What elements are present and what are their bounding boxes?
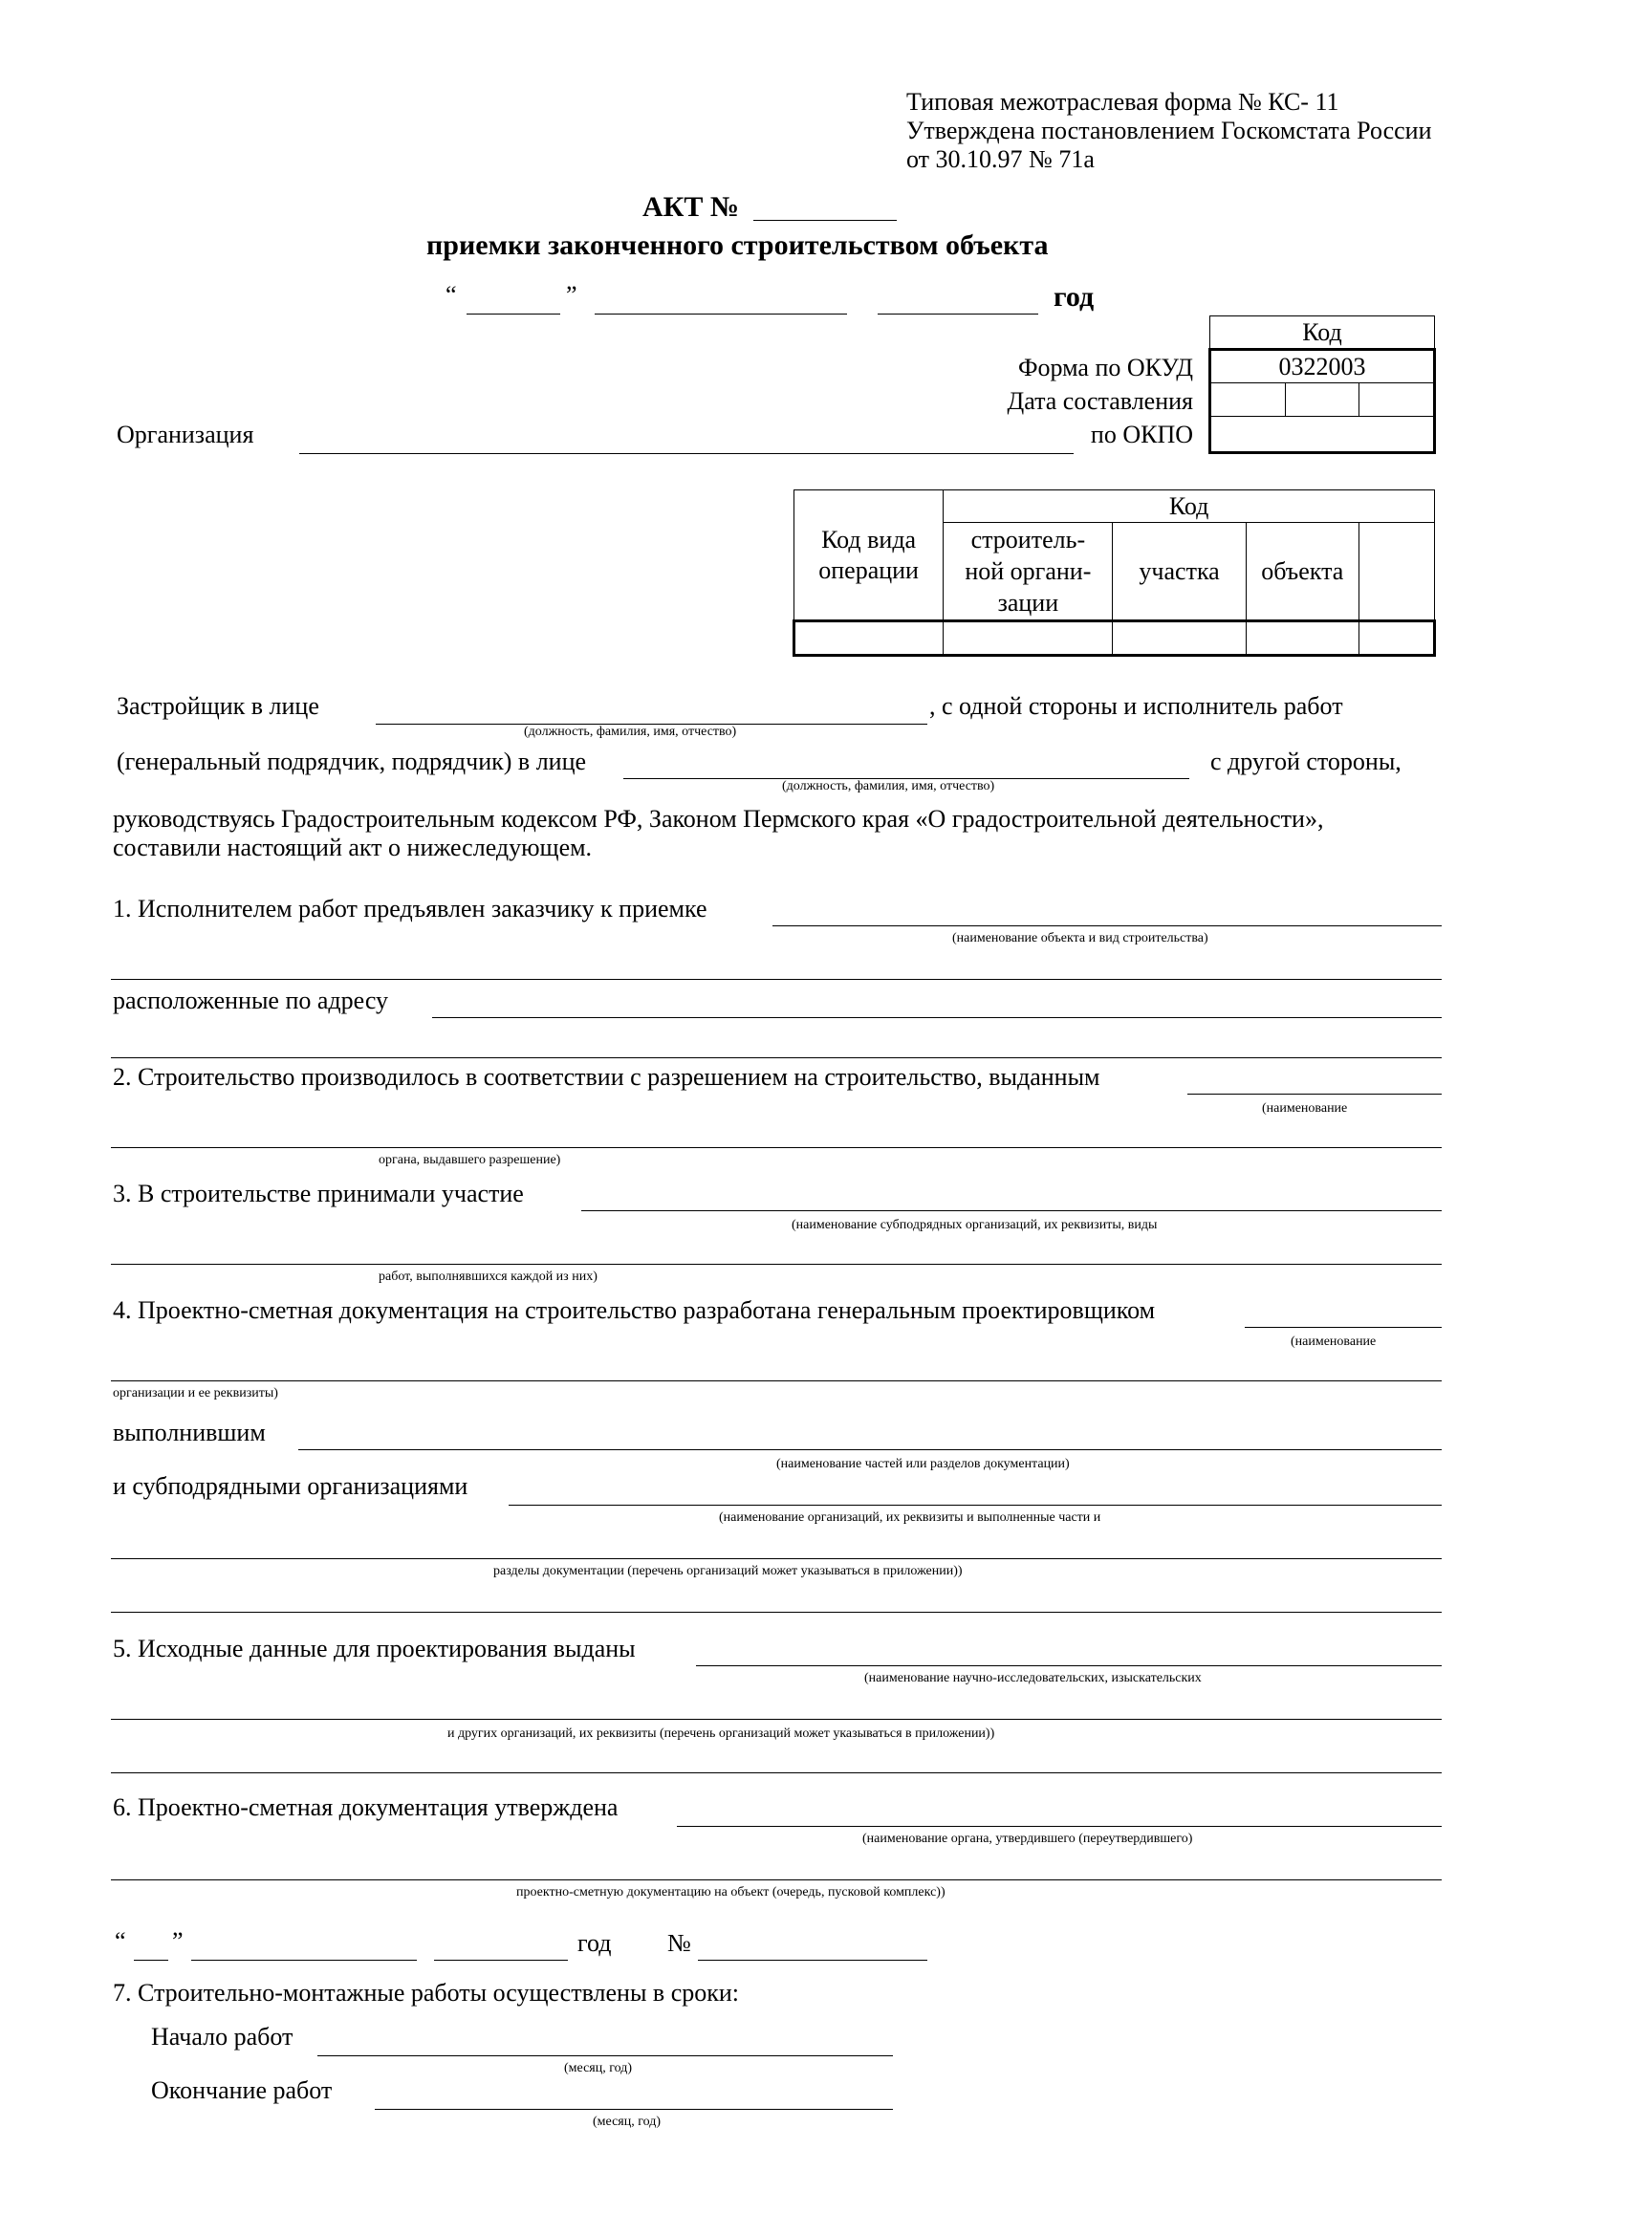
- site-header: участка: [1113, 523, 1246, 621]
- act-title: АКТ №: [642, 191, 740, 223]
- item5-label: 5. Исходные данные для проектирования выданы: [113, 1635, 636, 1662]
- address-label: расположенные по адресу: [113, 987, 389, 1014]
- object-cell[interactable]: [1246, 621, 1359, 656]
- item2-field[interactable]: [1187, 1094, 1442, 1095]
- approval-quote-close: ”: [172, 1927, 184, 1955]
- contractor-label: (генеральный подрядчик, подрядчик) в лице: [117, 748, 587, 775]
- approval-number-label: №: [667, 1929, 691, 1957]
- guided-line-1: руководствуясь Градостроительным кодексом РФ, Законом Пермского края «О градостроительной деятельности»,: [113, 805, 1324, 833]
- approval-year-field[interactable]: [434, 1960, 568, 1961]
- date-label: Дата составления: [1007, 387, 1193, 415]
- okpo-cell[interactable]: [1210, 417, 1435, 453]
- item4-hint-a: (наименование: [1291, 1335, 1377, 1349]
- item2-hint-a: (наименование: [1262, 1101, 1348, 1116]
- item1-label: 1. Исполнителем работ предъявлен заказчику к приемке: [113, 895, 707, 923]
- address-field-2[interactable]: [111, 1057, 1442, 1058]
- okpo-label: по ОКПО: [1090, 421, 1193, 448]
- approval-quote-open: “: [115, 1927, 126, 1955]
- form-header-line1: Типовая межотраслевая форма № КС- 11: [906, 88, 1339, 116]
- blank-header: [1359, 523, 1434, 621]
- title-month-field[interactable]: [595, 314, 847, 315]
- approval-number-field[interactable]: [698, 1960, 927, 1961]
- developer-label: Застройщик в лице: [117, 692, 319, 720]
- end-label: Окончание работ: [151, 2076, 333, 2104]
- form-header-line3: от 30.10.97 № 71а: [906, 145, 1095, 173]
- item4-label: 4. Проектно-сметная документация на строительство разработана генеральным проектировщиком: [113, 1296, 1156, 1324]
- quote-close: ”: [566, 281, 577, 309]
- subcontract-field-3[interactable]: [111, 1612, 1442, 1613]
- performed-field[interactable]: [298, 1449, 1442, 1450]
- item4-field[interactable]: [1245, 1327, 1442, 1328]
- item5-hint-b: и других организаций, их реквизиты (перечень организаций может указываться в приложении)): [447, 1726, 995, 1741]
- item1-field[interactable]: [772, 925, 1442, 926]
- title-year-field[interactable]: [878, 314, 1038, 315]
- title-day-field[interactable]: [467, 314, 560, 315]
- code-box-header: Код: [1210, 316, 1435, 350]
- end-field[interactable]: [375, 2109, 893, 2110]
- organization-label: Организация: [117, 421, 254, 448]
- item6-field-2[interactable]: [111, 1879, 1442, 1880]
- act-subtitle: приемки законченного строительством объекта: [426, 229, 1049, 261]
- address-field[interactable]: [432, 1017, 1442, 1018]
- extra-cell[interactable]: [1359, 621, 1434, 656]
- item3-hint-a: (наименование субподрядных организаций, их реквизиты, виды: [792, 1218, 1158, 1232]
- subcontract-field[interactable]: [509, 1505, 1442, 1506]
- subcontract-hint-b: разделы документации (перечень организаций может указываться в приложении)): [493, 1564, 963, 1578]
- item7-label: 7. Строительно-монтажные работы осуществлены в сроки:: [113, 1979, 740, 2007]
- subcontract-hint-a: (наименование организаций, их реквизиты и выполненные части и: [719, 1510, 1101, 1525]
- item5-field-3[interactable]: [111, 1772, 1442, 1773]
- organization-field[interactable]: [299, 453, 1074, 454]
- op-type-cell[interactable]: [794, 621, 944, 656]
- builder-header: строитель- ной органи- зации: [944, 523, 1113, 621]
- item1-hint: (наименование объекта и вид строительства): [952, 931, 1208, 945]
- item3-label: 3. В строительстве принимали участие: [113, 1180, 524, 1207]
- item5-field-2[interactable]: [111, 1719, 1442, 1720]
- operations-code-table: [793, 489, 1436, 657]
- subcontract-field-2[interactable]: [111, 1558, 1442, 1559]
- okud-label: Форма по ОКУД: [1018, 354, 1193, 381]
- item1-field-2[interactable]: [111, 979, 1442, 980]
- item3-field[interactable]: [581, 1210, 1442, 1211]
- quote-open: “: [446, 281, 457, 309]
- end-hint: (месяц, год): [593, 2115, 662, 2129]
- item5-field[interactable]: [696, 1665, 1442, 1666]
- other-side-text: с другой стороны,: [1210, 748, 1402, 775]
- builder-cell[interactable]: [944, 621, 1113, 656]
- act-number-field[interactable]: [753, 220, 897, 221]
- item6-hint-b: проектно-сметную документацию на объект (очередь, пусковой комплекс)): [516, 1885, 946, 1900]
- performed-label: выполнившим: [113, 1419, 266, 1446]
- ops-kod-header: Код: [944, 490, 1435, 523]
- contractor-person-hint: (должность, фамилия, имя, отчество): [782, 779, 995, 793]
- item4-hint-b: организации и ее реквизиты): [113, 1386, 278, 1400]
- item3-hint-b: работ, выполнявшихся каждой из них): [379, 1270, 598, 1284]
- start-field[interactable]: [317, 2055, 893, 2056]
- item2-label: 2. Строительство производилось в соответствии с разрешением на строительство, выданным: [113, 1063, 1100, 1091]
- item4-field-2[interactable]: [111, 1380, 1442, 1381]
- start-hint: (месяц, год): [564, 2061, 633, 2075]
- subcontract-label: и субподрядными организациями: [113, 1472, 468, 1500]
- code-box: [1208, 315, 1436, 454]
- approval-year-label: год: [577, 1929, 612, 1957]
- item2-hint-b: органа, выдавшего разрешение): [379, 1153, 561, 1167]
- approval-month-field[interactable]: [191, 1960, 417, 1961]
- item6-label: 6. Проектно-сметная документация утверждена: [113, 1793, 619, 1821]
- item5-hint-a: (наименование научно-исследовательских, изыскательских: [864, 1671, 1202, 1685]
- title-year-label: год: [1054, 281, 1095, 313]
- guided-line-2: составили настоящий акт о нижеследующем.: [113, 834, 593, 861]
- item3-field-2[interactable]: [111, 1264, 1442, 1265]
- developer-person-hint: (должность, фамилия, имя, отчество): [524, 725, 737, 739]
- object-header: объекта: [1246, 523, 1359, 621]
- performed-hint: (наименование частей или разделов документации): [776, 1457, 1070, 1471]
- start-label: Начало работ: [151, 2023, 293, 2051]
- item6-field[interactable]: [677, 1826, 1442, 1827]
- form-header-line2: Утверждена постановлением Госкомстата России: [906, 117, 1432, 144]
- site-cell[interactable]: [1113, 621, 1246, 656]
- op-type-header: Код вида операции: [794, 490, 944, 621]
- item6-hint-a: (наименование органа, утвердившего (переутвердившего): [862, 1832, 1193, 1846]
- date-month-cell[interactable]: [1285, 383, 1359, 417]
- date-day-cell[interactable]: [1210, 383, 1286, 417]
- item2-field-2[interactable]: [111, 1147, 1442, 1148]
- one-side-text: , с одной стороны и исполнитель работ: [929, 692, 1343, 720]
- date-year-cell[interactable]: [1359, 383, 1435, 417]
- okud-value: 0322003: [1210, 350, 1435, 383]
- approval-day-field[interactable]: [134, 1960, 168, 1961]
